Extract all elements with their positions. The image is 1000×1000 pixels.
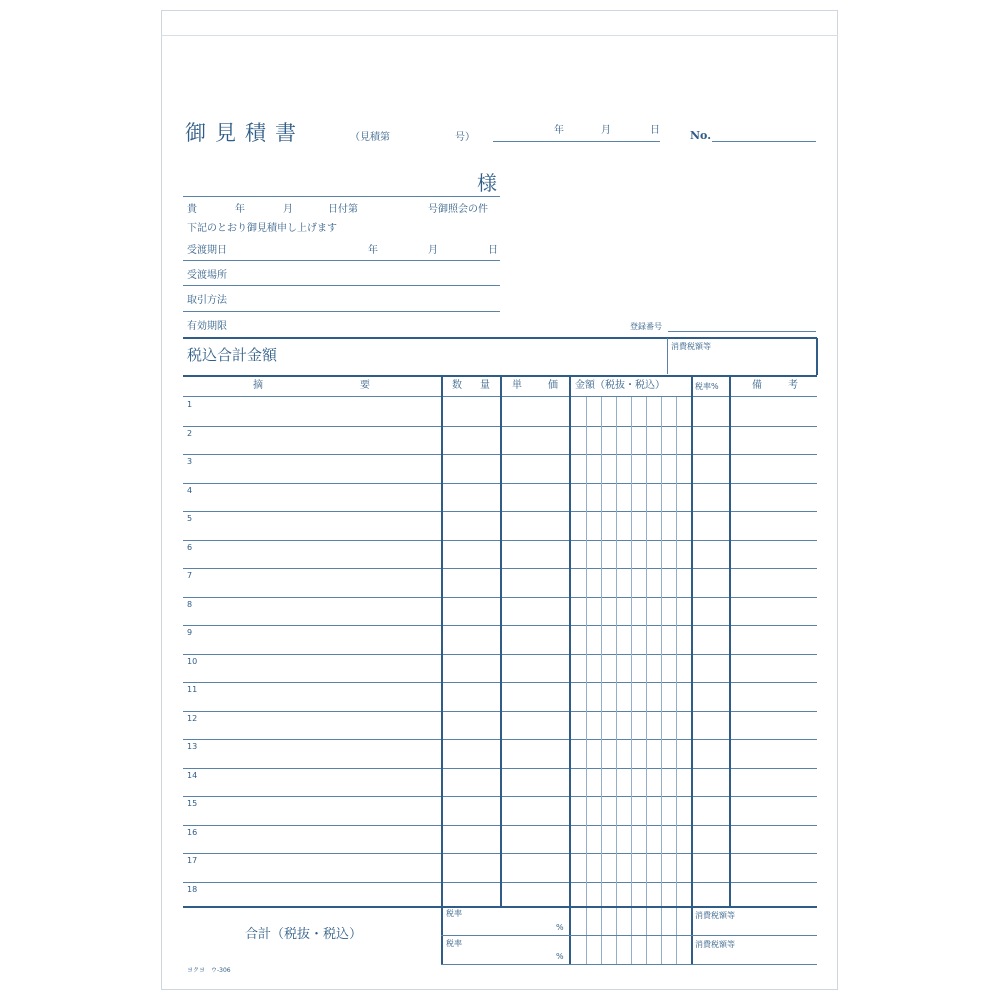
row-number: 18 [187, 884, 198, 894]
header-description-2: 要 [360, 380, 370, 391]
row-number: 8 [187, 599, 193, 609]
footer-percent-2: % [556, 952, 564, 961]
customer-name-line [183, 196, 500, 197]
header-description-1: 摘 [253, 380, 263, 391]
customer-honorific: 様 [477, 171, 497, 195]
row-number: 1 [187, 400, 193, 409]
header-remarks-1: 備 [752, 380, 762, 391]
footer-bottom-line [441, 964, 817, 965]
amount-digit-divider [601, 397, 602, 906]
footer-consumption-tax-2: 消費税額等 [695, 940, 735, 949]
header-unit-price-1: 単 [512, 380, 522, 391]
row-number: 3 [187, 457, 193, 466]
total-box-right [816, 338, 818, 375]
row-number: 2 [187, 428, 193, 438]
amount-digit-divider [631, 397, 632, 906]
row-number: 9 [187, 628, 193, 637]
header-tax-rate: 税率% [695, 382, 719, 391]
date-month: 月 [601, 125, 611, 136]
amount-digit-divider [616, 397, 617, 906]
row-number: 4 [187, 485, 193, 495]
footer-middle-line [441, 935, 817, 936]
consumption-tax-label: 消費税額等 [671, 342, 711, 351]
row-number: 7 [187, 571, 193, 580]
amount-digit-divider [646, 397, 647, 906]
delivery-day: 日 [488, 245, 498, 256]
registration-number-line [668, 331, 816, 332]
estimate-statement: 下記のとおり御見積申し上げます [187, 223, 337, 234]
footer-tax-rate-2: 税率 [446, 939, 462, 948]
perforation-line [161, 35, 838, 36]
row-number: 5 [187, 514, 193, 523]
delivery-month: 月 [428, 245, 438, 256]
tax-box-divider [667, 338, 668, 374]
amount-digit-divider [661, 397, 662, 906]
header-quantity-2: 量 [480, 380, 490, 391]
date-year: 年 [554, 125, 564, 136]
estimate-number-close: 号） [455, 132, 475, 143]
footer-consumption-tax-1: 消費税額等 [695, 911, 735, 920]
total-box-top [183, 337, 817, 339]
ref-month: 月 [283, 204, 293, 215]
number-label: No. [690, 129, 712, 142]
row-number: 6 [187, 542, 193, 552]
payment-method-line [183, 311, 500, 312]
header-quantity-1: 数 [452, 380, 462, 391]
total-incl-tax-label: 税込合計金額 [187, 346, 278, 364]
footer-total-label: 合計（税抜・税込） [245, 927, 363, 942]
amount-digit-divider [676, 397, 677, 906]
remarks-column-divider [729, 376, 731, 906]
delivery-place-line [183, 285, 500, 286]
footer-tax-rate-1: 税率 [446, 909, 462, 918]
row-number: 14 [187, 770, 198, 780]
ref-date-label: 日付第 [328, 204, 358, 215]
delivery-year: 年 [368, 245, 378, 256]
delivery-date-label: 受渡期日 [187, 245, 227, 256]
header-unit-price-2: 価 [548, 380, 558, 391]
amount-column-divider [569, 376, 571, 906]
row-number: 10 [187, 656, 198, 666]
number-line [712, 141, 816, 142]
footer-top-border [183, 906, 817, 908]
payment-method-label: 取引方法 [187, 295, 227, 306]
header-remarks-2: 考 [788, 380, 798, 391]
row-number: 16 [187, 827, 198, 837]
header-amount: 金額（税抜・税込） [575, 380, 665, 391]
footer-percent-1: % [556, 923, 564, 932]
delivery-date-line [183, 260, 500, 261]
delivery-place-label: 受渡場所 [187, 270, 227, 281]
date-line [493, 141, 660, 142]
row-number: 17 [187, 856, 198, 865]
estimate-number-open: （見積第 [350, 132, 390, 143]
ref-ki: 貴 [187, 204, 197, 215]
date-day: 日 [650, 125, 660, 136]
quantity-column-divider [441, 376, 443, 906]
amount-digit-divider [586, 397, 587, 906]
row-number: 13 [187, 742, 198, 751]
tax-rate-column-divider [691, 376, 693, 906]
valid-period-label: 有効期限 [187, 321, 227, 332]
row-number: 11 [187, 685, 198, 694]
ref-year: 年 [235, 204, 245, 215]
registration-number-label: 登録番号 [630, 322, 662, 331]
unit-price-column-divider [500, 376, 502, 906]
row-number: 12 [187, 713, 198, 723]
product-code: ヨクヨ ウ-306 [187, 967, 231, 974]
form-title: 御見積書 [185, 121, 305, 145]
ref-inquiry: 号御照会の件 [428, 204, 488, 215]
row-number: 15 [187, 799, 198, 808]
